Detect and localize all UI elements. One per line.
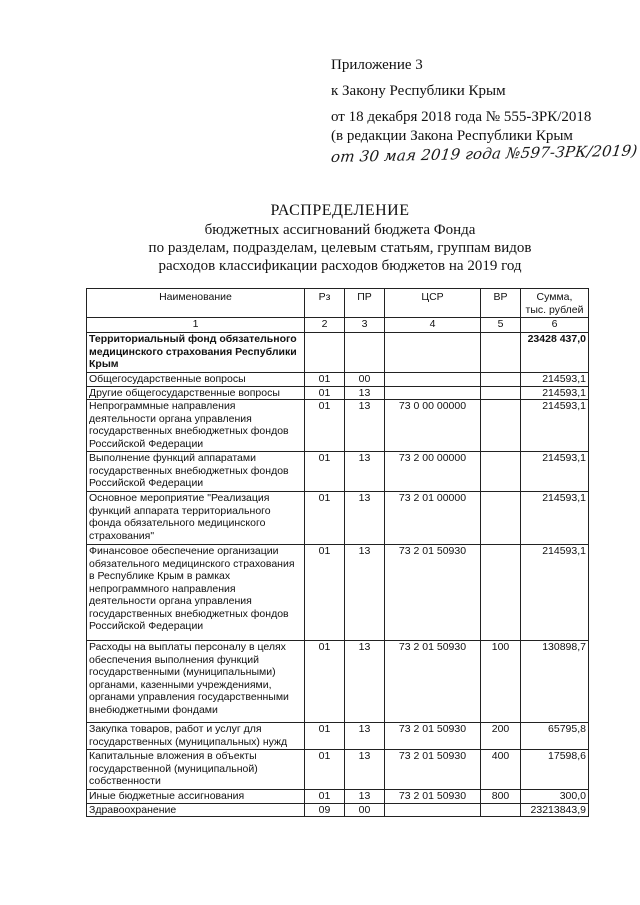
row-rz: 01 bbox=[305, 545, 345, 641]
row-name: Закупка товаров, работ и услуг для государственных (муниципальных) нужд bbox=[87, 723, 305, 750]
row-sum: 214593,1 bbox=[521, 452, 589, 492]
row-csr bbox=[385, 803, 481, 817]
column-number: 6 bbox=[521, 318, 589, 333]
row-vr: 800 bbox=[481, 790, 521, 804]
row-name: Капитальные вложения в объекты государственной (муниципальной) собственности bbox=[87, 750, 305, 790]
appendix-header bbox=[329, 56, 639, 167]
row-sum: 300,0 bbox=[521, 790, 589, 804]
row-pr: 13 bbox=[345, 750, 385, 790]
header-csr: ЦСР bbox=[385, 289, 481, 318]
row-name: Выполнение функций аппаратами государственных внебюджетных фондов Российской Федерации bbox=[87, 452, 305, 492]
row-csr bbox=[385, 333, 481, 373]
table-row bbox=[87, 400, 589, 452]
row-sum: 214593,1 bbox=[521, 373, 589, 387]
row-rz: 01 bbox=[305, 723, 345, 750]
table-row bbox=[87, 790, 589, 804]
row-name: Другие общегосударственные вопросы bbox=[87, 386, 305, 400]
table-row bbox=[87, 750, 589, 790]
row-pr: 00 bbox=[345, 373, 385, 387]
row-pr: 13 bbox=[345, 641, 385, 723]
row-pr: 13 bbox=[345, 400, 385, 452]
document-title bbox=[40, 202, 640, 275]
row-csr bbox=[385, 386, 481, 400]
row-rz bbox=[305, 333, 345, 373]
row-rz: 01 bbox=[305, 373, 345, 387]
row-csr: 73 2 01 50930 bbox=[385, 545, 481, 641]
row-pr: 13 bbox=[345, 723, 385, 750]
column-number: 4 bbox=[385, 318, 481, 333]
row-csr bbox=[385, 373, 481, 387]
row-csr: 73 2 01 50930 bbox=[385, 790, 481, 804]
row-pr bbox=[345, 333, 385, 373]
row-vr bbox=[481, 545, 521, 641]
row-rz: 01 bbox=[305, 386, 345, 400]
row-sum: 23428 437,0 bbox=[521, 333, 589, 373]
header-rz: Рз bbox=[305, 289, 345, 318]
row-sum: 214593,1 bbox=[521, 386, 589, 400]
row-sum: 65795,8 bbox=[521, 723, 589, 750]
table-row bbox=[87, 333, 589, 373]
appendix-law-reference: к Закону Республики Крым bbox=[331, 83, 506, 99]
row-rz: 01 bbox=[305, 492, 345, 545]
row-rz: 01 bbox=[305, 452, 345, 492]
table-header-row bbox=[87, 289, 589, 318]
row-pr: 13 bbox=[345, 386, 385, 400]
row-csr: 73 2 01 50930 bbox=[385, 641, 481, 723]
row-pr: 13 bbox=[345, 545, 385, 641]
row-name: Расходы на выплаты персоналу в целях обеспечения выполнения функций государственными (муниципальными) органами, казенными учреждениями, органами управления государственными внебюджетными фондами bbox=[87, 641, 305, 723]
row-pr: 13 bbox=[345, 492, 385, 545]
table-row bbox=[87, 492, 589, 545]
row-rz: 01 bbox=[305, 790, 345, 804]
row-vr: 200 bbox=[481, 723, 521, 750]
row-rz: 01 bbox=[305, 750, 345, 790]
row-vr: 100 bbox=[481, 641, 521, 723]
row-csr: 73 2 01 50930 bbox=[385, 723, 481, 750]
appendix-date-line: от 18 декабря 2018 года № 555-ЗРК/2018 bbox=[331, 109, 592, 125]
row-csr: 73 2 01 50930 bbox=[385, 750, 481, 790]
row-vr bbox=[481, 452, 521, 492]
row-csr: 73 0 00 00000 bbox=[385, 400, 481, 452]
row-name: Территориальный фонд обязательного медицинского страхования Республики Крым bbox=[87, 333, 305, 373]
row-vr bbox=[481, 386, 521, 400]
header-sum-line-1: Сумма, bbox=[536, 291, 573, 303]
title-line-3: расходов классификации расходов бюджетов на 2019 год bbox=[158, 258, 522, 274]
row-rz: 01 bbox=[305, 400, 345, 452]
title-line-1: бюджетных ассигнований бюджета Фонда bbox=[204, 222, 476, 238]
handwritten-amendment: от 30 мая 2019 года №597-ЗРК/2019) bbox=[329, 141, 639, 166]
title-line-2: по разделам, подразделам, целевым статьям, группам видов bbox=[148, 240, 532, 256]
row-rz: 01 bbox=[305, 641, 345, 723]
appendix-edition-line: (в редакции Закона Республики Крым bbox=[331, 128, 573, 144]
title-main: РАСПРЕДЕЛЕНИЕ bbox=[270, 202, 410, 219]
row-sum: 214593,1 bbox=[521, 492, 589, 545]
row-sum: 23213843,9 bbox=[521, 803, 589, 817]
table-row bbox=[87, 723, 589, 750]
row-vr bbox=[481, 373, 521, 387]
row-vr bbox=[481, 333, 521, 373]
table-row bbox=[87, 373, 589, 387]
header-sum-line-2: тыс. рублей bbox=[525, 303, 584, 316]
table-row bbox=[87, 386, 589, 400]
row-name: Непрограммные направления деятельности органа управления государственных внебюджетных фондов Российской Федерации bbox=[87, 400, 305, 452]
column-number-row bbox=[87, 318, 589, 333]
row-vr bbox=[481, 492, 521, 545]
row-sum: 17598,6 bbox=[521, 750, 589, 790]
column-number: 3 bbox=[345, 318, 385, 333]
row-rz: 09 bbox=[305, 803, 345, 817]
column-number: 5 bbox=[481, 318, 521, 333]
appendix-number: Приложение 3 bbox=[331, 57, 423, 73]
table-row bbox=[87, 452, 589, 492]
row-name: Финансовое обеспечение организации обязательного медицинского страхования в Республике Крым в рамках непрограммного направления деятельности органа управления государственных внебюджетных фондов Российской Федерации bbox=[87, 545, 305, 641]
header-pr: ПР bbox=[345, 289, 385, 318]
row-pr: 00 bbox=[345, 803, 385, 817]
column-number: 1 bbox=[87, 318, 305, 333]
row-name: Основное мероприятие "Реализация функций аппарата территориального фонда обязательного медицинского страхования" bbox=[87, 492, 305, 545]
row-name: Иные бюджетные ассигнования bbox=[87, 790, 305, 804]
table-row bbox=[87, 545, 589, 641]
row-csr: 73 2 01 00000 bbox=[385, 492, 481, 545]
budget-allocation-table bbox=[86, 288, 589, 817]
row-vr bbox=[481, 400, 521, 452]
table-row bbox=[87, 803, 589, 817]
column-number: 2 bbox=[305, 318, 345, 333]
row-name: Здравоохранение bbox=[87, 803, 305, 817]
table-row bbox=[87, 641, 589, 723]
row-sum: 214593,1 bbox=[521, 545, 589, 641]
header-sum bbox=[521, 289, 589, 318]
header-vr: ВР bbox=[481, 289, 521, 318]
header-name: Наименование bbox=[87, 289, 305, 318]
row-sum: 214593,1 bbox=[521, 400, 589, 452]
row-vr: 400 bbox=[481, 750, 521, 790]
row-vr bbox=[481, 803, 521, 817]
row-sum: 130898,7 bbox=[521, 641, 589, 723]
row-pr: 13 bbox=[345, 452, 385, 492]
row-pr: 13 bbox=[345, 790, 385, 804]
row-csr: 73 2 00 00000 bbox=[385, 452, 481, 492]
row-name: Общегосударственные вопросы bbox=[87, 373, 305, 387]
